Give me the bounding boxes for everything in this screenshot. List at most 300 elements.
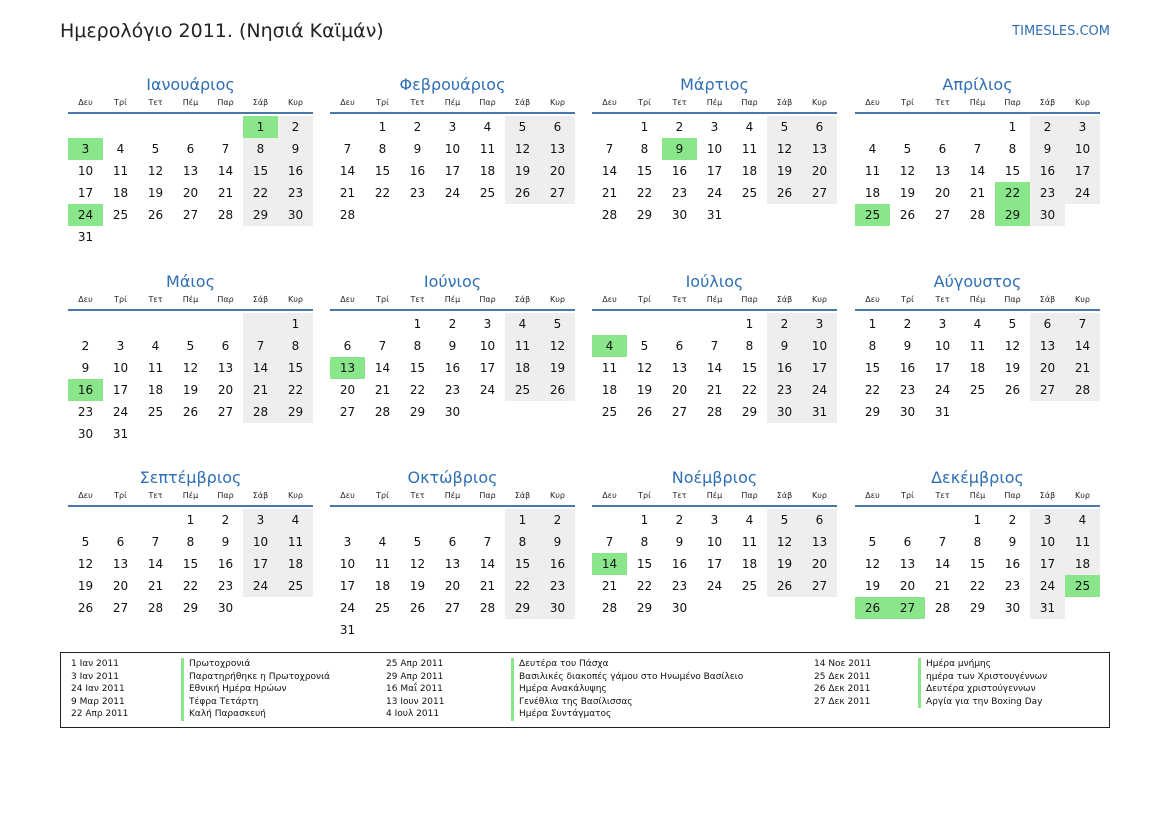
day-cell: 3: [802, 313, 837, 335]
day-cell: 15: [182, 557, 199, 571]
day-cell: 13: [182, 164, 199, 178]
day-cell: 2: [278, 116, 313, 138]
day-cell: 31: [112, 427, 129, 441]
holiday-date: 4 Ιουλ 2011: [386, 709, 440, 719]
day-cell: 21: [706, 383, 723, 397]
day-cell: 12: [540, 335, 575, 357]
holiday-day-cell: 1: [243, 116, 278, 138]
day-cell: 16: [1004, 557, 1021, 571]
month-name: Δεκέμβριος: [931, 468, 1024, 487]
weekday-label: Πέμ: [444, 295, 461, 304]
day-cell: 1: [186, 513, 195, 527]
day-cell: 18: [864, 186, 881, 200]
day-cell: 4: [1065, 509, 1100, 531]
day-cell: 11: [741, 142, 758, 156]
weekday-label: Δευ: [865, 98, 880, 107]
weekday-label: Τετ: [672, 98, 687, 107]
empty-cell: [925, 509, 960, 531]
holiday-dates-col-3: [814, 658, 871, 708]
day-cell: 1: [1008, 120, 1017, 134]
month-name: Νοέμβριος: [671, 468, 758, 487]
empty-cell: [208, 313, 243, 335]
day-cell: 12: [1004, 339, 1021, 353]
weekday-label: Τρί: [638, 295, 651, 304]
day-cell: 27: [182, 208, 199, 222]
day-cell: 19: [899, 186, 916, 200]
day-cell: 22: [636, 579, 653, 593]
day-cell: 26: [77, 601, 94, 615]
empty-cell: [435, 509, 470, 531]
day-cell: 5: [767, 116, 802, 138]
weekday-label: Κυρ: [550, 491, 565, 500]
day-cell: 3: [483, 317, 492, 331]
day-cell: 14: [374, 361, 391, 375]
day-cell: 14: [147, 557, 164, 571]
day-cell: 17: [77, 186, 94, 200]
day-cell: 4: [745, 513, 754, 527]
day-grid: [330, 313, 575, 423]
weekday-label: Κυρ: [288, 295, 303, 304]
weekday-header: [855, 96, 1100, 114]
weekday-header: [330, 489, 575, 507]
day-cell: 19: [77, 579, 94, 593]
day-cell: 13: [899, 557, 916, 571]
empty-cell: [138, 116, 173, 138]
day-cell: 30: [444, 405, 461, 419]
empty-cell: [68, 116, 103, 138]
day-cell: 25: [741, 186, 758, 200]
day-cell: 7: [710, 339, 719, 353]
day-cell: 9: [278, 138, 313, 160]
holiday-date: 16 Μαΐ 2011: [386, 684, 443, 694]
day-cell: 15: [636, 164, 653, 178]
day-cell: 29: [505, 597, 540, 619]
day-cell: 11: [278, 531, 313, 553]
holiday-day-cell: 22: [995, 182, 1030, 204]
weekday-label: Δευ: [78, 98, 93, 107]
day-cell: 21: [601, 579, 618, 593]
weekday-label: Πέμ: [969, 491, 986, 500]
day-cell: 7: [483, 535, 492, 549]
weekday-label: Σάβ: [252, 98, 269, 107]
empty-cell: [103, 116, 138, 138]
day-cell: 25: [147, 405, 164, 419]
weekday-label: Πέμ: [182, 491, 199, 500]
day-cell: 17: [444, 164, 461, 178]
empty-cell: [627, 313, 662, 335]
month-name: Απρίλιος: [942, 75, 1013, 94]
day-cell: 24: [706, 579, 723, 593]
day-cell: 14: [706, 361, 723, 375]
day-cell: 8: [378, 142, 387, 156]
day-cell: 14: [969, 164, 986, 178]
day-cell: 6: [802, 509, 837, 531]
holiday-name: ημέρα των Χριστουγέννων: [918, 671, 1047, 684]
month-calendar: [68, 467, 313, 619]
day-cell: 7: [938, 535, 947, 549]
day-cell: 30: [540, 597, 575, 619]
day-cell: 4: [116, 142, 125, 156]
day-cell: 10: [934, 339, 951, 353]
day-cell: 7: [605, 142, 614, 156]
day-cell: 22: [182, 579, 199, 593]
day-cell: 18: [479, 164, 496, 178]
day-cell: 21: [934, 579, 951, 593]
day-cell: 5: [505, 116, 540, 138]
holiday-name: Τέφρα Τετάρτη: [181, 696, 330, 709]
weekday-label: Τρί: [901, 295, 914, 304]
holiday-date: 27 Δεκ 2011: [814, 696, 871, 707]
month-calendar: [592, 74, 837, 226]
day-cell: 19: [767, 160, 802, 182]
day-cell: 7: [343, 142, 352, 156]
day-cell: 28: [601, 601, 618, 615]
day-cell: 1: [973, 513, 982, 527]
day-cell: 13: [1030, 335, 1065, 357]
day-cell: 3: [710, 513, 719, 527]
weekday-label: Σάβ: [776, 98, 793, 107]
empty-cell: [330, 313, 365, 335]
day-cell: 5: [151, 142, 160, 156]
day-grid: [68, 509, 313, 619]
day-cell: 23: [767, 379, 802, 401]
day-cell: 17: [339, 579, 356, 593]
weekday-label: Πέμ: [706, 491, 723, 500]
day-cell: 11: [864, 164, 881, 178]
weekday-label: Τετ: [148, 295, 163, 304]
empty-cell: [400, 509, 435, 531]
holiday-dates-col-2: [386, 658, 444, 721]
weekday-label: Τρί: [114, 98, 127, 107]
weekday-label: Παρ: [1004, 98, 1021, 107]
month-calendar: [68, 74, 313, 248]
day-cell: 13: [540, 138, 575, 160]
day-cell: 13: [444, 557, 461, 571]
day-cell: 27: [112, 601, 129, 615]
empty-cell: [925, 116, 960, 138]
day-cell: 24: [1030, 575, 1065, 597]
day-cell: 12: [505, 138, 540, 160]
day-cell: 15: [741, 361, 758, 375]
empty-cell: [208, 116, 243, 138]
day-cell: 20: [182, 186, 199, 200]
day-cell: 21: [374, 383, 391, 397]
holiday-name: Ημέρα Συντάγματος: [511, 708, 743, 721]
holiday-name: Ημέρα μνήμης: [918, 658, 1047, 671]
weekday-label: Πέμ: [444, 98, 461, 107]
holiday-name: Γενέθλια της Βασίλισσας: [511, 696, 743, 709]
day-cell: 26: [1004, 383, 1021, 397]
weekday-label: Σάβ: [1039, 295, 1056, 304]
day-cell: 26: [147, 208, 164, 222]
day-cell: 3: [1065, 116, 1100, 138]
day-cell: 8: [243, 138, 278, 160]
weekday-label: Τετ: [935, 295, 950, 304]
day-cell: 26: [409, 601, 426, 615]
page-title: Ημερολόγιο 2011. (Νησιά Καϊμάν): [60, 20, 384, 42]
day-cell: 15: [864, 361, 881, 375]
month-name: Ιούνιος: [423, 272, 482, 291]
day-cell: 9: [81, 361, 90, 375]
weekday-label: Τρί: [901, 491, 914, 500]
day-cell: 19: [147, 186, 164, 200]
holiday-name: Πρωτοχρονιά: [181, 658, 330, 671]
day-cell: 19: [409, 579, 426, 593]
empty-cell: [68, 509, 103, 531]
weekday-label: Κυρ: [1075, 98, 1090, 107]
weekday-label: Τετ: [672, 295, 687, 304]
day-cell: 27: [444, 601, 461, 615]
day-cell: 20: [540, 160, 575, 182]
day-cell: 8: [868, 339, 877, 353]
month-name: Μάιος: [166, 272, 215, 291]
day-cell: 25: [112, 208, 129, 222]
weekday-label: Σάβ: [252, 295, 269, 304]
day-cell: 30: [671, 208, 688, 222]
day-cell: 9: [1008, 535, 1017, 549]
day-cell: 14: [1065, 335, 1100, 357]
day-cell: 12: [409, 557, 426, 571]
day-cell: 26: [767, 182, 802, 204]
day-cell: 24: [243, 575, 278, 597]
day-cell: 12: [77, 557, 94, 571]
holiday-name: Παρατηρήθηκε η Πρωτοχρονιά: [181, 671, 330, 684]
day-cell: 2: [540, 509, 575, 531]
day-cell: 25: [278, 575, 313, 597]
holiday-date: 3 Ιαν 2011: [71, 671, 119, 682]
holiday-day-cell: 25: [855, 204, 890, 226]
day-cell: 29: [741, 405, 758, 419]
day-cell: 22: [864, 383, 881, 397]
day-cell: 5: [1008, 317, 1017, 331]
day-cell: 2: [1030, 116, 1065, 138]
month-name: Μάρτιος: [680, 75, 749, 94]
day-cell: 21: [217, 186, 234, 200]
day-cell: 14: [601, 164, 618, 178]
empty-cell: [662, 313, 697, 335]
day-cell: 20: [112, 579, 129, 593]
day-cell: 21: [243, 379, 278, 401]
day-cell: 16: [1030, 160, 1065, 182]
day-cell: 1: [745, 317, 754, 331]
day-cell: 4: [745, 120, 754, 134]
day-cell: 24: [444, 186, 461, 200]
day-cell: 9: [448, 339, 457, 353]
day-cell: 27: [802, 182, 837, 204]
weekday-label: Κυρ: [812, 491, 827, 500]
day-cell: 10: [112, 361, 129, 375]
day-cell: 10: [802, 335, 837, 357]
day-cell: 10: [706, 535, 723, 549]
holiday-date: 13 Ιουν 2011: [386, 696, 445, 707]
day-grid: [330, 116, 575, 226]
day-cell: 1: [505, 509, 540, 531]
day-cell: 11: [601, 361, 618, 375]
day-grid: [592, 509, 837, 619]
day-cell: 15: [278, 357, 313, 379]
day-cell: 30: [767, 401, 802, 423]
day-cell: 22: [278, 379, 313, 401]
day-cell: 22: [374, 186, 391, 200]
holiday-day-cell: 29: [995, 204, 1030, 226]
site-link[interactable]: TIMESLES.COM: [1012, 24, 1110, 39]
day-cell: 7: [243, 335, 278, 357]
day-cell: 15: [636, 557, 653, 571]
holiday-day-cell: 25: [1065, 575, 1100, 597]
day-cell: 25: [505, 379, 540, 401]
day-grid: [855, 116, 1100, 226]
day-cell: 6: [186, 142, 195, 156]
month-name: Σεπτέμβριος: [139, 468, 242, 487]
day-cell: 4: [278, 509, 313, 531]
day-cell: 6: [1030, 313, 1065, 335]
day-cell: 22: [505, 575, 540, 597]
empty-cell: [365, 509, 400, 531]
empty-cell: [173, 313, 208, 335]
month-name: Φεβρουάριος: [399, 75, 506, 94]
weekday-label: Παρ: [479, 295, 496, 304]
day-cell: 11: [479, 142, 496, 156]
day-cell: 30: [1030, 204, 1065, 226]
holiday-day-cell: 4: [592, 335, 627, 357]
weekday-label: Κυρ: [1075, 295, 1090, 304]
weekday-label: Κυρ: [812, 98, 827, 107]
day-cell: 9: [221, 535, 230, 549]
day-cell: 11: [1065, 531, 1100, 553]
empty-cell: [243, 313, 278, 335]
day-cell: 7: [1065, 313, 1100, 335]
day-cell: 2: [903, 317, 912, 331]
holiday-names-col-1: [181, 658, 330, 721]
day-cell: 5: [81, 535, 90, 549]
day-cell: 16: [278, 160, 313, 182]
weekday-label: Σάβ: [776, 295, 793, 304]
month-name: Ιανουάριος: [146, 75, 235, 94]
weekday-label: Σάβ: [1039, 98, 1056, 107]
weekday-label: Παρ: [741, 491, 758, 500]
weekday-label: Πέμ: [444, 491, 461, 500]
day-cell: 27: [671, 405, 688, 419]
weekday-label: Δευ: [865, 295, 880, 304]
day-cell: 1: [278, 313, 313, 335]
weekday-label: Τετ: [148, 98, 163, 107]
day-cell: 3: [938, 317, 947, 331]
day-cell: 20: [802, 160, 837, 182]
day-cell: 13: [802, 138, 837, 160]
day-cell: 14: [339, 164, 356, 178]
weekday-label: Παρ: [741, 295, 758, 304]
day-cell: 30: [671, 601, 688, 615]
holiday-dates-col-1: [71, 658, 128, 721]
day-cell: 25: [969, 383, 986, 397]
day-cell: 29: [864, 405, 881, 419]
day-cell: 23: [217, 579, 234, 593]
day-cell: 6: [448, 535, 457, 549]
day-cell: 12: [636, 361, 653, 375]
day-cell: 29: [636, 601, 653, 615]
day-cell: 10: [243, 531, 278, 553]
day-cell: 10: [77, 164, 94, 178]
weekday-label: Τρί: [114, 491, 127, 500]
day-cell: 31: [77, 230, 94, 244]
day-cell: 24: [1065, 182, 1100, 204]
holiday-names-col-3: [918, 658, 1047, 708]
weekday-label: Παρ: [1004, 295, 1021, 304]
day-cell: 17: [706, 557, 723, 571]
day-cell: 9: [413, 142, 422, 156]
day-grid: [592, 313, 837, 423]
day-cell: 2: [81, 339, 90, 353]
day-cell: 7: [605, 535, 614, 549]
day-cell: 2: [413, 120, 422, 134]
day-cell: 18: [741, 557, 758, 571]
day-cell: 1: [413, 317, 422, 331]
day-cell: 29: [278, 401, 313, 423]
weekday-label: Πέμ: [706, 98, 723, 107]
day-cell: 6: [675, 339, 684, 353]
day-cell: 10: [706, 142, 723, 156]
day-cell: 28: [374, 405, 391, 419]
day-cell: 26: [182, 405, 199, 419]
day-cell: 23: [671, 186, 688, 200]
day-cell: 29: [636, 208, 653, 222]
holiday-day-cell: 9: [662, 138, 697, 160]
weekday-label: Κυρ: [288, 491, 303, 500]
day-cell: 6: [802, 116, 837, 138]
weekday-label: Πέμ: [706, 295, 723, 304]
day-cell: 1: [868, 317, 877, 331]
month-name: Οκτώβριος: [407, 468, 498, 487]
month-calendar: [330, 271, 575, 423]
weekday-header: [855, 293, 1100, 311]
weekday-label: Τρί: [638, 98, 651, 107]
day-cell: 27: [934, 208, 951, 222]
day-cell: 17: [706, 164, 723, 178]
holiday-name: Βασιλικές διακοπές γάμου στο Ηνωμένο Βασίλειο: [511, 671, 743, 684]
day-cell: 11: [147, 361, 164, 375]
day-cell: 17: [934, 361, 951, 375]
day-cell: 31: [1030, 597, 1065, 619]
holiday-name: Αργία για την Boxing Day: [918, 696, 1047, 709]
day-cell: 11: [112, 164, 129, 178]
weekday-header: [330, 96, 575, 114]
day-cell: 19: [540, 357, 575, 379]
day-cell: 20: [899, 579, 916, 593]
day-cell: 8: [1008, 142, 1017, 156]
empty-cell: [103, 509, 138, 531]
day-cell: 19: [182, 383, 199, 397]
day-cell: 2: [448, 317, 457, 331]
day-cell: 28: [601, 208, 618, 222]
day-cell: 27: [1030, 379, 1065, 401]
day-cell: 5: [540, 313, 575, 335]
holiday-name: Ημέρα Ανακάλυψης: [511, 683, 743, 696]
day-cell: 30: [278, 204, 313, 226]
day-cell: 22: [741, 383, 758, 397]
day-cell: 24: [706, 186, 723, 200]
weekday-label: Δευ: [340, 295, 355, 304]
day-cell: 14: [243, 357, 278, 379]
day-cell: 12: [182, 361, 199, 375]
weekday-header: [330, 293, 575, 311]
weekday-label: Σάβ: [252, 491, 269, 500]
day-cell: 10: [1030, 531, 1065, 553]
day-cell: 23: [671, 579, 688, 593]
month-calendar: [855, 467, 1100, 619]
month-calendar: [330, 467, 575, 641]
day-cell: 6: [343, 339, 352, 353]
empty-cell: [103, 313, 138, 335]
